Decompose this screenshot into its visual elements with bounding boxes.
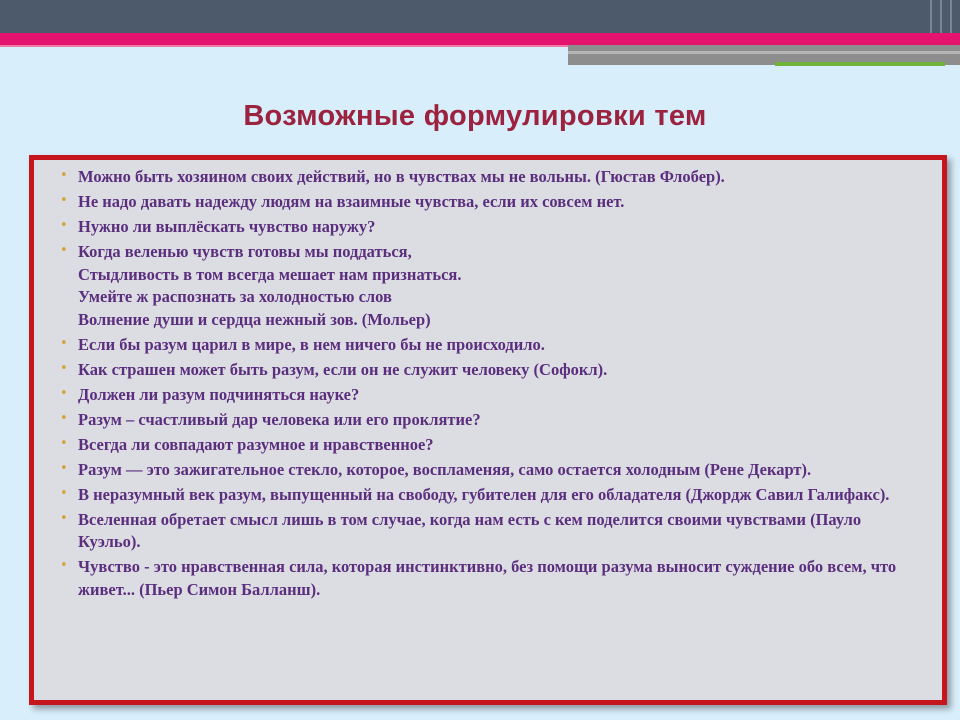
list-item <box>60 241 922 331</box>
list-item <box>60 459 922 482</box>
list-item-text: Вселенная обретает смысл лишь в том случае, когда нам есть с кем поделится своими чувствами (Пауло Куэльо). <box>78 509 862 551</box>
list-item <box>60 191 922 214</box>
list-item-text: Не надо давать надежду людям на взаимные чувства, если их совсем нет. <box>78 192 625 211</box>
pink-stripe <box>0 33 960 45</box>
list-item-text: Всегда ли совпадают разумное и нравственное? <box>78 434 434 454</box>
list-item-text: Разум – счастливый дар человека или его проклятие? <box>78 409 481 429</box>
header-edge-line <box>940 0 942 33</box>
bullet-dot-icon: • <box>60 360 68 376</box>
list-item-text: Как страшен может быть разум, если он не служит человеку (Софокл). <box>78 359 608 379</box>
bullet-dot-icon: • <box>60 335 68 351</box>
bullet-dot-icon: • <box>60 193 68 208</box>
header-bar <box>0 0 960 33</box>
list-item <box>60 556 922 601</box>
bullet-dot-icon: • <box>60 460 68 476</box>
list-item <box>60 384 922 407</box>
bullet-dot-icon: • <box>60 243 68 258</box>
list-item <box>60 509 922 554</box>
list-item <box>60 359 922 382</box>
bullet-dot-icon: • <box>60 435 68 451</box>
list-item-text: Если бы разум царил в мире, в нем ничего бы не происходило. <box>78 334 545 354</box>
list-item-text: Чувство - это нравственная сила, которая инстинктивно, без помощи разума выносит суждение обо всем, что живет... (Пьер Симон Балланш). <box>78 557 897 599</box>
list-item-text: Можно быть хозяином своих действий, но в чувствах мы не вольны. (Гюстав Флобер). <box>78 167 725 186</box>
pink-stripe-lower <box>0 45 570 47</box>
header-edge-line <box>950 0 952 33</box>
list-item-text: Нужно ли выплёскать чувство наружу? <box>78 217 376 236</box>
list-item <box>60 409 922 432</box>
list-item-text: Умейте ж распознать за холодностью слов <box>78 287 392 306</box>
gray-stripe-highlight <box>568 51 960 54</box>
list-item <box>60 434 922 457</box>
list-item-text: Волнение души и сердца нежный зов. (Мольер) <box>78 309 431 329</box>
green-stripe <box>775 62 945 66</box>
list-item-text: Разум — это зажигательное стекло, которое, воспламеняя, само остается холодным (Рене Декарт). <box>78 459 812 479</box>
bullet-dot-icon: • <box>60 168 68 183</box>
list-item-text: В неразумный век разум, выпущенный на свободу, губителен для его обладателя (Джордж Савил Галифакс). <box>78 484 890 504</box>
list-item-text: Стыдливость в том всегда мешает нам признаться. <box>78 264 462 284</box>
header-edge-line <box>930 0 932 33</box>
topic-list <box>60 166 922 601</box>
bullet-dot-icon: • <box>60 558 68 573</box>
list-item <box>60 334 922 357</box>
bullet-dot-icon: • <box>60 385 68 401</box>
bullet-dot-icon: • <box>60 510 68 526</box>
bullet-dot-icon: • <box>60 410 68 426</box>
list-item <box>60 166 922 189</box>
list-item <box>60 216 922 239</box>
bullet-dot-icon: • <box>60 485 68 501</box>
list-item-text: Когда веленью чувств готовы мы поддаться, <box>78 242 412 261</box>
list-item <box>60 484 922 507</box>
content-box <box>29 155 947 705</box>
list-item-text: Должен ли разум подчиняться науке? <box>78 384 360 404</box>
slide-title: Возможные формулировки тем <box>243 100 707 132</box>
bullet-dot-icon: • <box>60 218 68 233</box>
